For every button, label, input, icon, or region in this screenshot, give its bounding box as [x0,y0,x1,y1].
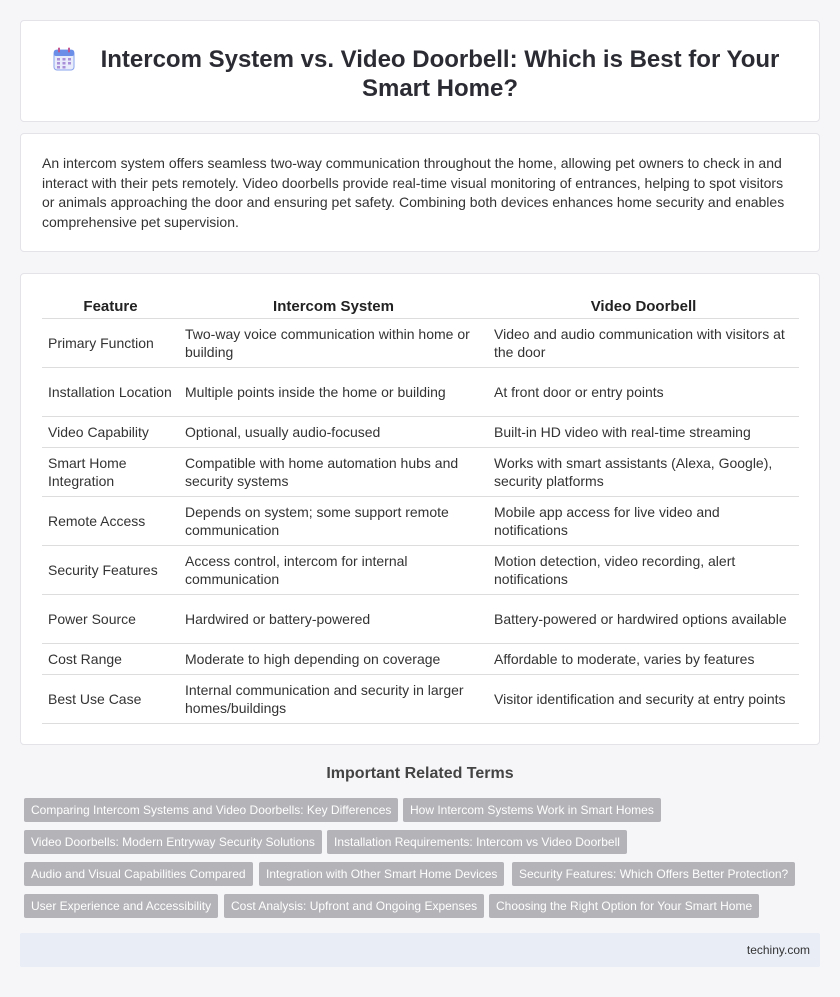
related-term-tag[interactable]: How Intercom Systems Work in Smart Homes [403,798,661,822]
doorbell-cell: At front door or entry points [488,367,799,416]
header-intercom: Intercom System [179,296,488,318]
doorbell-cell: Motion detection, video recording, alert notifications [488,545,799,594]
intercom-cell: Moderate to high depending on coverage [179,643,488,674]
table-row [42,318,799,367]
doorbell-cell: Video and audio communication with visitors at the door [488,318,799,367]
header-feature: Feature [42,296,179,318]
intercom-cell: Depends on system; some support remote communication [179,496,488,545]
related-terms-title: Important Related Terms [326,765,514,782]
doorbell-cell: Affordable to moderate, varies by features [488,643,799,674]
footer-bar [20,933,820,967]
intercom-cell: Access control, intercom for internal communication [179,545,488,594]
comparison-card [20,273,820,745]
intercom-cell: Hardwired or battery-powered [179,594,488,643]
table-row [42,545,799,594]
feature-cell: Primary Function [42,318,179,367]
related-term-tag[interactable]: Comparing Intercom Systems and Video Doorbells: Key Differences [24,798,398,822]
doorbell-cell: Battery-powered or hardwired options available [488,594,799,643]
comparison-table [42,296,799,724]
table-row [42,674,799,723]
related-term-tag[interactable]: Video Doorbells: Modern Entryway Security Solutions [24,830,322,854]
table-row [42,447,799,496]
table-row [42,594,799,643]
intercom-cell: Optional, usually audio-focused [179,416,488,447]
related-term-tag[interactable]: Integration with Other Smart Home Devices [259,862,504,886]
calendar-icon [53,47,75,71]
feature-cell: Security Features [42,545,179,594]
related-term-tag[interactable]: Cost Analysis: Upfront and Ongoing Expenses [224,894,484,918]
title-card [20,20,820,122]
related-term-tag[interactable]: Security Features: Which Offers Better Protection? [512,862,795,886]
table-row [42,496,799,545]
doorbell-cell: Built-in HD video with real-time streaming [488,416,799,447]
table-row [42,643,799,674]
intercom-cell: Multiple points inside the home or building [179,367,488,416]
feature-cell: Remote Access [42,496,179,545]
feature-cell: Video Capability [42,416,179,447]
table-row [42,367,799,416]
related-term-tag[interactable]: Choosing the Right Option for Your Smart Home [489,894,759,918]
doorbell-cell: Works with smart assistants (Alexa, Google), security platforms [488,447,799,496]
header-doorbell: Video Doorbell [488,296,799,318]
table-row [42,416,799,447]
page-title: Intercom System vs. Video Doorbell: Which is Best for Your Smart Home? [100,46,780,102]
doorbell-cell: Visitor identification and security at entry points [488,674,799,723]
feature-cell: Installation Location [42,367,179,416]
intercom-cell: Internal communication and security in larger homes/buildings [179,674,488,723]
intercom-cell: Compatible with home automation hubs and security systems [179,447,488,496]
feature-cell: Best Use Case [42,674,179,723]
related-term-tag[interactable]: Installation Requirements: Intercom vs Video Doorbell [327,830,627,854]
intercom-cell: Two-way voice communication within home or building [179,318,488,367]
footer-site-name: techiny.com [746,943,810,957]
related-term-tag[interactable]: Audio and Visual Capabilities Compared [24,862,253,886]
doorbell-cell: Mobile app access for live video and notifications [488,496,799,545]
feature-cell: Smart Home Integration [42,447,179,496]
table-header-row [42,296,799,318]
related-term-tag[interactable]: User Experience and Accessibility [24,894,218,918]
intro-paragraph: An intercom system offers seamless two-way communication throughout the home, allowing pet owners to check in and interact with their pets remotely. Video doorbells provide real-time visual monitoring of entrances, helping to spot visitors or animals approaching the door and ensuring pet safety. Combining both devices enhances home security and enables comprehensive pet supervision. [42,155,785,230]
intro-card [20,133,820,252]
feature-cell: Cost Range [42,643,179,674]
feature-cell: Power Source [42,594,179,643]
